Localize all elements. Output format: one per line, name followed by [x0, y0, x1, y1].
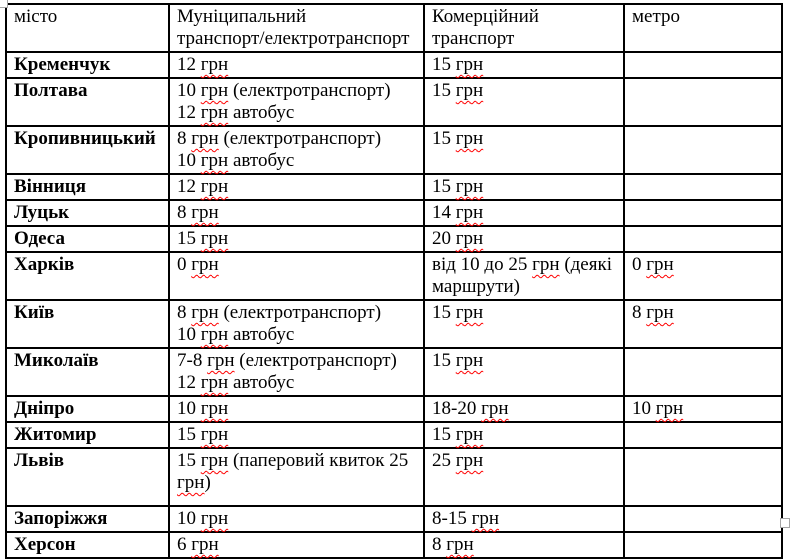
misspelled-word: грн	[455, 350, 484, 371]
misspelled-word: грн	[200, 372, 229, 393]
misspelled-word: грн	[455, 202, 484, 223]
cell-municipal: 8 грн (електротранспорт) 10 грн автобус	[169, 126, 424, 174]
table-row	[6, 506, 782, 532]
cell-municipal: 10 грн	[169, 396, 424, 422]
cell-city: Київ	[6, 300, 169, 348]
misspelled-word: грн	[200, 508, 229, 529]
cell-commercial: 8-15 грн	[424, 506, 624, 532]
cell-metro	[624, 52, 782, 78]
misspelled-word: грн	[455, 80, 484, 101]
misspelled-word: грн	[455, 424, 484, 445]
cell-city: Дніпро	[6, 396, 169, 422]
column-header-municipal: Муніципальний транспорт/електротранспорт	[169, 4, 424, 52]
misspelled-word: грн	[655, 398, 684, 419]
cell-municipal: 15 грн	[169, 226, 424, 252]
misspelled-word: грн	[471, 508, 500, 529]
cell-metro	[624, 348, 782, 396]
cell-municipal: 15 грн	[169, 422, 424, 448]
misspelled-word: грн	[455, 128, 484, 149]
table-row	[6, 226, 782, 252]
table-row	[6, 252, 782, 300]
cell-city: Кропивницький	[6, 126, 169, 174]
cell-metro	[624, 448, 782, 506]
cell-commercial: 15 грн	[424, 126, 624, 174]
misspelled-word: грн	[191, 202, 219, 223]
cell-municipal: 6 грн	[169, 532, 424, 558]
cell-city: Запоріжжя	[6, 506, 169, 532]
cell-municipal: 7-8 грн (електротранспорт) 12 грн автобус	[169, 348, 424, 396]
table-row	[6, 532, 782, 558]
table-row	[6, 126, 782, 174]
cell-commercial: 14 грн	[424, 200, 624, 226]
misspelled-word: грн	[455, 54, 484, 75]
misspelled-word: грн	[207, 350, 235, 371]
table-row	[6, 52, 782, 78]
table-row	[6, 448, 782, 506]
cell-municipal: 8 грн	[169, 200, 424, 226]
table-resize-handle-icon[interactable]	[780, 518, 790, 528]
misspelled-word: грн	[191, 534, 219, 555]
misspelled-word: грн	[455, 176, 484, 197]
misspelled-word: грн	[200, 450, 229, 471]
cell-commercial: 15 грн	[424, 174, 624, 200]
cell-metro	[624, 174, 782, 200]
cell-metro	[624, 126, 782, 174]
cell-city: Кременчук	[6, 52, 169, 78]
cell-city: Херсон	[6, 532, 169, 558]
misspelled-word: грн	[455, 228, 484, 249]
misspelled-word: грн	[177, 472, 205, 493]
misspelled-word: грн	[191, 128, 219, 149]
cell-commercial: 15 грн	[424, 52, 624, 78]
column-header-metro: метро	[624, 4, 782, 52]
cell-municipal: 12 грн	[169, 174, 424, 200]
misspelled-word: грн	[646, 254, 674, 275]
cell-municipal: 10 грн	[169, 506, 424, 532]
cell-municipal: 12 грн	[169, 52, 424, 78]
cell-metro	[624, 506, 782, 532]
cell-commercial: від 10 до 25 грн (деякі маршрути)	[424, 252, 624, 300]
misspelled-word: грн	[455, 302, 484, 323]
table-row	[6, 200, 782, 226]
misspelled-word: грн	[481, 398, 509, 419]
cell-city: Луцьк	[6, 200, 169, 226]
table-row	[6, 78, 782, 126]
column-header-city: місто	[6, 4, 169, 52]
table-row	[6, 300, 782, 348]
cell-commercial: 15 грн	[424, 78, 624, 126]
cell-commercial: 25 грн	[424, 448, 624, 506]
cell-metro: 8 грн	[624, 300, 782, 348]
misspelled-word: грн	[200, 324, 229, 345]
misspelled-word: грн	[646, 302, 674, 323]
misspelled-word: грн	[200, 102, 229, 123]
misspelled-word: грн	[200, 424, 229, 445]
cell-metro: 10 грн	[624, 396, 782, 422]
misspelled-word: грн	[191, 302, 219, 323]
misspelled-word: грн	[200, 54, 229, 75]
cell-city: Житомир	[6, 422, 169, 448]
cell-municipal: 10 грн (електротранспорт) 12 грн автобус	[169, 78, 424, 126]
cell-municipal: 0 грн	[169, 252, 424, 300]
table-row	[6, 174, 782, 200]
cell-metro	[624, 422, 782, 448]
cell-metro	[624, 78, 782, 126]
cell-metro: 0 грн	[624, 252, 782, 300]
misspelled-word: грн	[200, 150, 229, 171]
cell-city: Вінниця	[6, 174, 169, 200]
misspelled-word: грн	[200, 80, 229, 101]
misspelled-word: грн	[532, 254, 560, 275]
cell-metro	[624, 532, 782, 558]
table-move-handle-icon[interactable]	[0, 0, 8, 8]
table-row	[6, 422, 782, 448]
cell-commercial: 8 грн	[424, 532, 624, 558]
cell-municipal: 8 грн (електротранспорт) 10 грн автобус	[169, 300, 424, 348]
misspelled-word: грн	[191, 254, 219, 275]
cell-metro	[624, 226, 782, 252]
cell-city: Миколаїв	[6, 348, 169, 396]
table-header-row	[6, 4, 782, 52]
cell-city: Полтава	[6, 78, 169, 126]
misspelled-word: грн	[200, 228, 229, 249]
misspelled-word: грн	[446, 534, 474, 555]
misspelled-word: грн	[200, 398, 229, 419]
table-row	[6, 396, 782, 422]
cell-commercial: 15 грн	[424, 348, 624, 396]
cell-commercial: 15 грн	[424, 300, 624, 348]
cell-metro	[624, 200, 782, 226]
cell-commercial: 18-20 грн	[424, 396, 624, 422]
misspelled-word: грн	[200, 176, 229, 197]
column-header-commercial: Комерційний транспорт	[424, 4, 624, 52]
cell-commercial: 15 грн	[424, 422, 624, 448]
table-row	[6, 348, 782, 396]
cell-city: Львів	[6, 448, 169, 506]
cell-municipal: 15 грн (паперовий квиток 25 грн)	[169, 448, 424, 506]
transport-price-table	[5, 3, 783, 559]
misspelled-word: грн	[455, 450, 484, 471]
cell-city: Харків	[6, 252, 169, 300]
cell-city: Одеса	[6, 226, 169, 252]
cell-commercial: 20 грн	[424, 226, 624, 252]
